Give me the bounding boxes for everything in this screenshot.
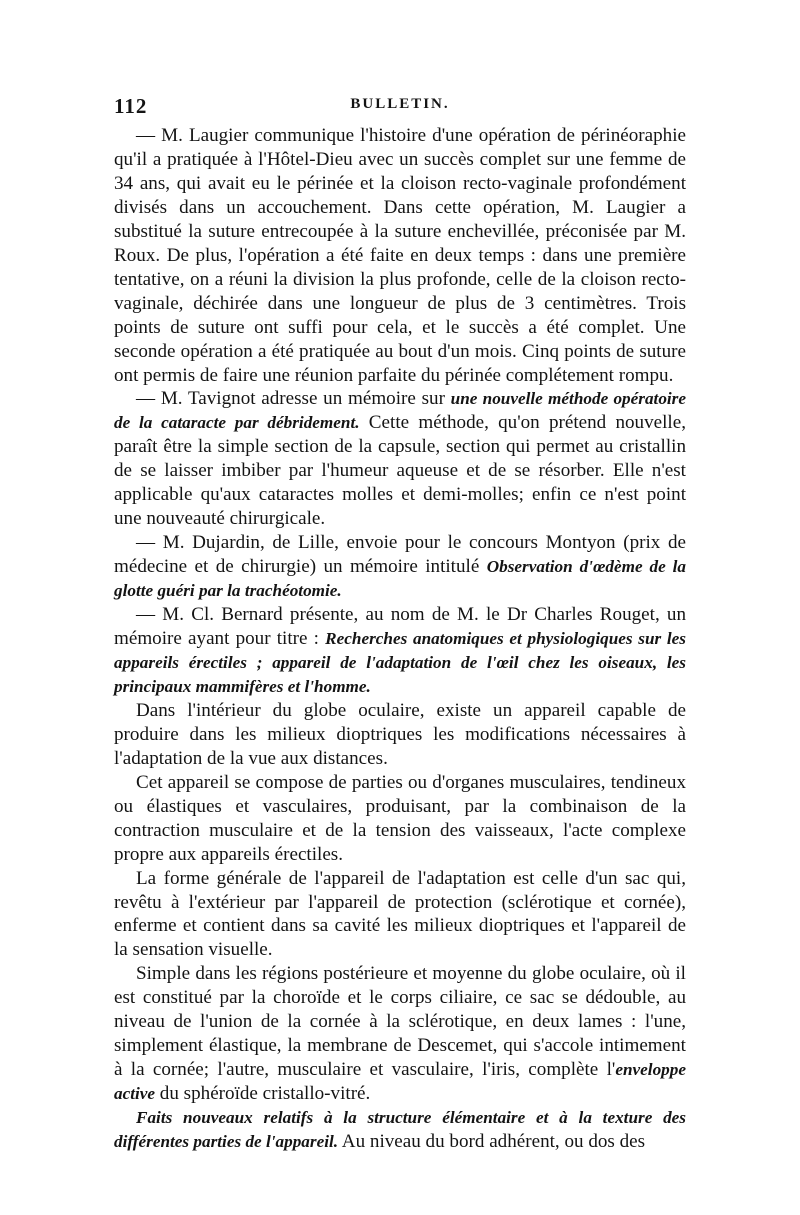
italic-text: Observation d'œdème de la glotte guéri par la trachéotomie.	[114, 557, 687, 601]
paragraph	[114, 531, 686, 603]
text-run: — M. Dujardin, de Lille, envoie pour le concours Montyon (prix de médecine et de chirurgie) un mémoire intitulé	[114, 532, 686, 578]
paragraph	[114, 387, 686, 531]
italic-text: une nouvelle méthode opératoire de la cataracte par débridement.	[114, 389, 686, 433]
paragraph	[114, 962, 686, 1106]
italic-text: Faits nouveaux relatifs à la structure élémentaire et à la texture des différentes parties de l'appareil.	[114, 1108, 686, 1152]
text-run: — M. Cl. Bernard présente, au nom de M. le Dr Charles Rouget, un mémoire ayant pour titre :	[114, 604, 686, 650]
text-run: Cette méthode, qu'on prétend nouvelle, paraît être la simple section de la capsule, section qui permet au cristallin de se laisser imbiber par l'humeur aqueuse et de se résorber. Elle n'est applicable qu'aux cataractes molles et demi-molles; enfin ce n'est point une nouveauté chirurgicale.	[114, 412, 686, 530]
italic-text: enveloppe active	[114, 1060, 686, 1104]
text-run: Au niveau du bord adhérent, ou dos des	[338, 1131, 646, 1153]
text-run: Dans l'intérieur du globe oculaire, existe un appareil capable de produire dans les milieux dioptriques les modifications nécessaires à l'adaptation de la vue aux distances.	[114, 699, 686, 769]
italic-text: Recherches anatomiques et physiologiques sur les appareils érectiles ; appareil de l'adaptation de l'œil chez les oiseaux, les principaux mammifères et l'homme.	[114, 629, 686, 696]
body-text	[114, 124, 686, 1154]
text-run: Simple dans les régions postérieure et moyenne du globe oculaire, où il est constitué par la choroïde et le corps ciliaire, ce sac se dédouble, au niveau de l'union de la cornée à la sclérotique, en deux lames : l'une, simplement élastique, la membrane de Descemet, qui s'accole intimement à la cornée; l'autre, musculaire et vasculaire, l'iris, complète l'	[114, 963, 686, 1081]
paragraph	[114, 124, 686, 387]
text-run: — M. Laugier communique l'histoire d'une opération de périnéoraphie qu'il a pratiquée à l'Hôtel-Dieu avec un succès complet sur une femme de 34 ans, qui avait eu le périnée et la cloison recto-vaginale profondément divisés dans un accouchement. Dans cette opération, M. Laugier a substitué la suture entrecoupée à la suture enchevillée, préconisée par M. Roux. De plus, l'opération a été faite en deux temps : dans une première tentative, on a réuni la division la plus profonde, celle de la cloison recto-vaginale, déchirée dans une longueur de plus de 3 centimètres. Trois points de suture ont suffi pour cela, et le succès a été complet. Une seconde opération a été pratiquée au bout d'un mois. Cinq points de suture ont permis de faire une réunion parfaite du périnée complétement rompu.	[114, 125, 686, 386]
paragraph	[114, 867, 686, 963]
text-run: — M. Tavignot adresse un mémoire sur	[136, 388, 451, 410]
paragraph	[114, 771, 686, 867]
page-header	[114, 94, 686, 120]
text-run: La forme générale de l'appareil de l'adaptation est celle d'un sac qui, revêtu à l'extérieur par l'appareil de protection (sclérotique et cornée), enferme et contient dans sa cavité les milieux dioptriques et l'appareil de la sensation visuelle.	[114, 867, 686, 961]
document-page	[114, 94, 686, 1154]
paragraph	[114, 603, 686, 699]
page-number: 112	[114, 94, 148, 118]
text-run: Cet appareil se compose de parties ou d'organes musculaires, tendineux ou élastiques et vasculaires, produisant, par la combinaison de la contraction musculaire et de la tension des vaisseaux, l'acte complexe propre aux appareils érectiles.	[114, 771, 686, 865]
paragraph	[114, 699, 686, 771]
paragraph	[114, 1106, 686, 1154]
text-run: du sphéroïde cristallo-vitré.	[155, 1083, 371, 1105]
running-title: BULLETIN.	[350, 96, 450, 112]
